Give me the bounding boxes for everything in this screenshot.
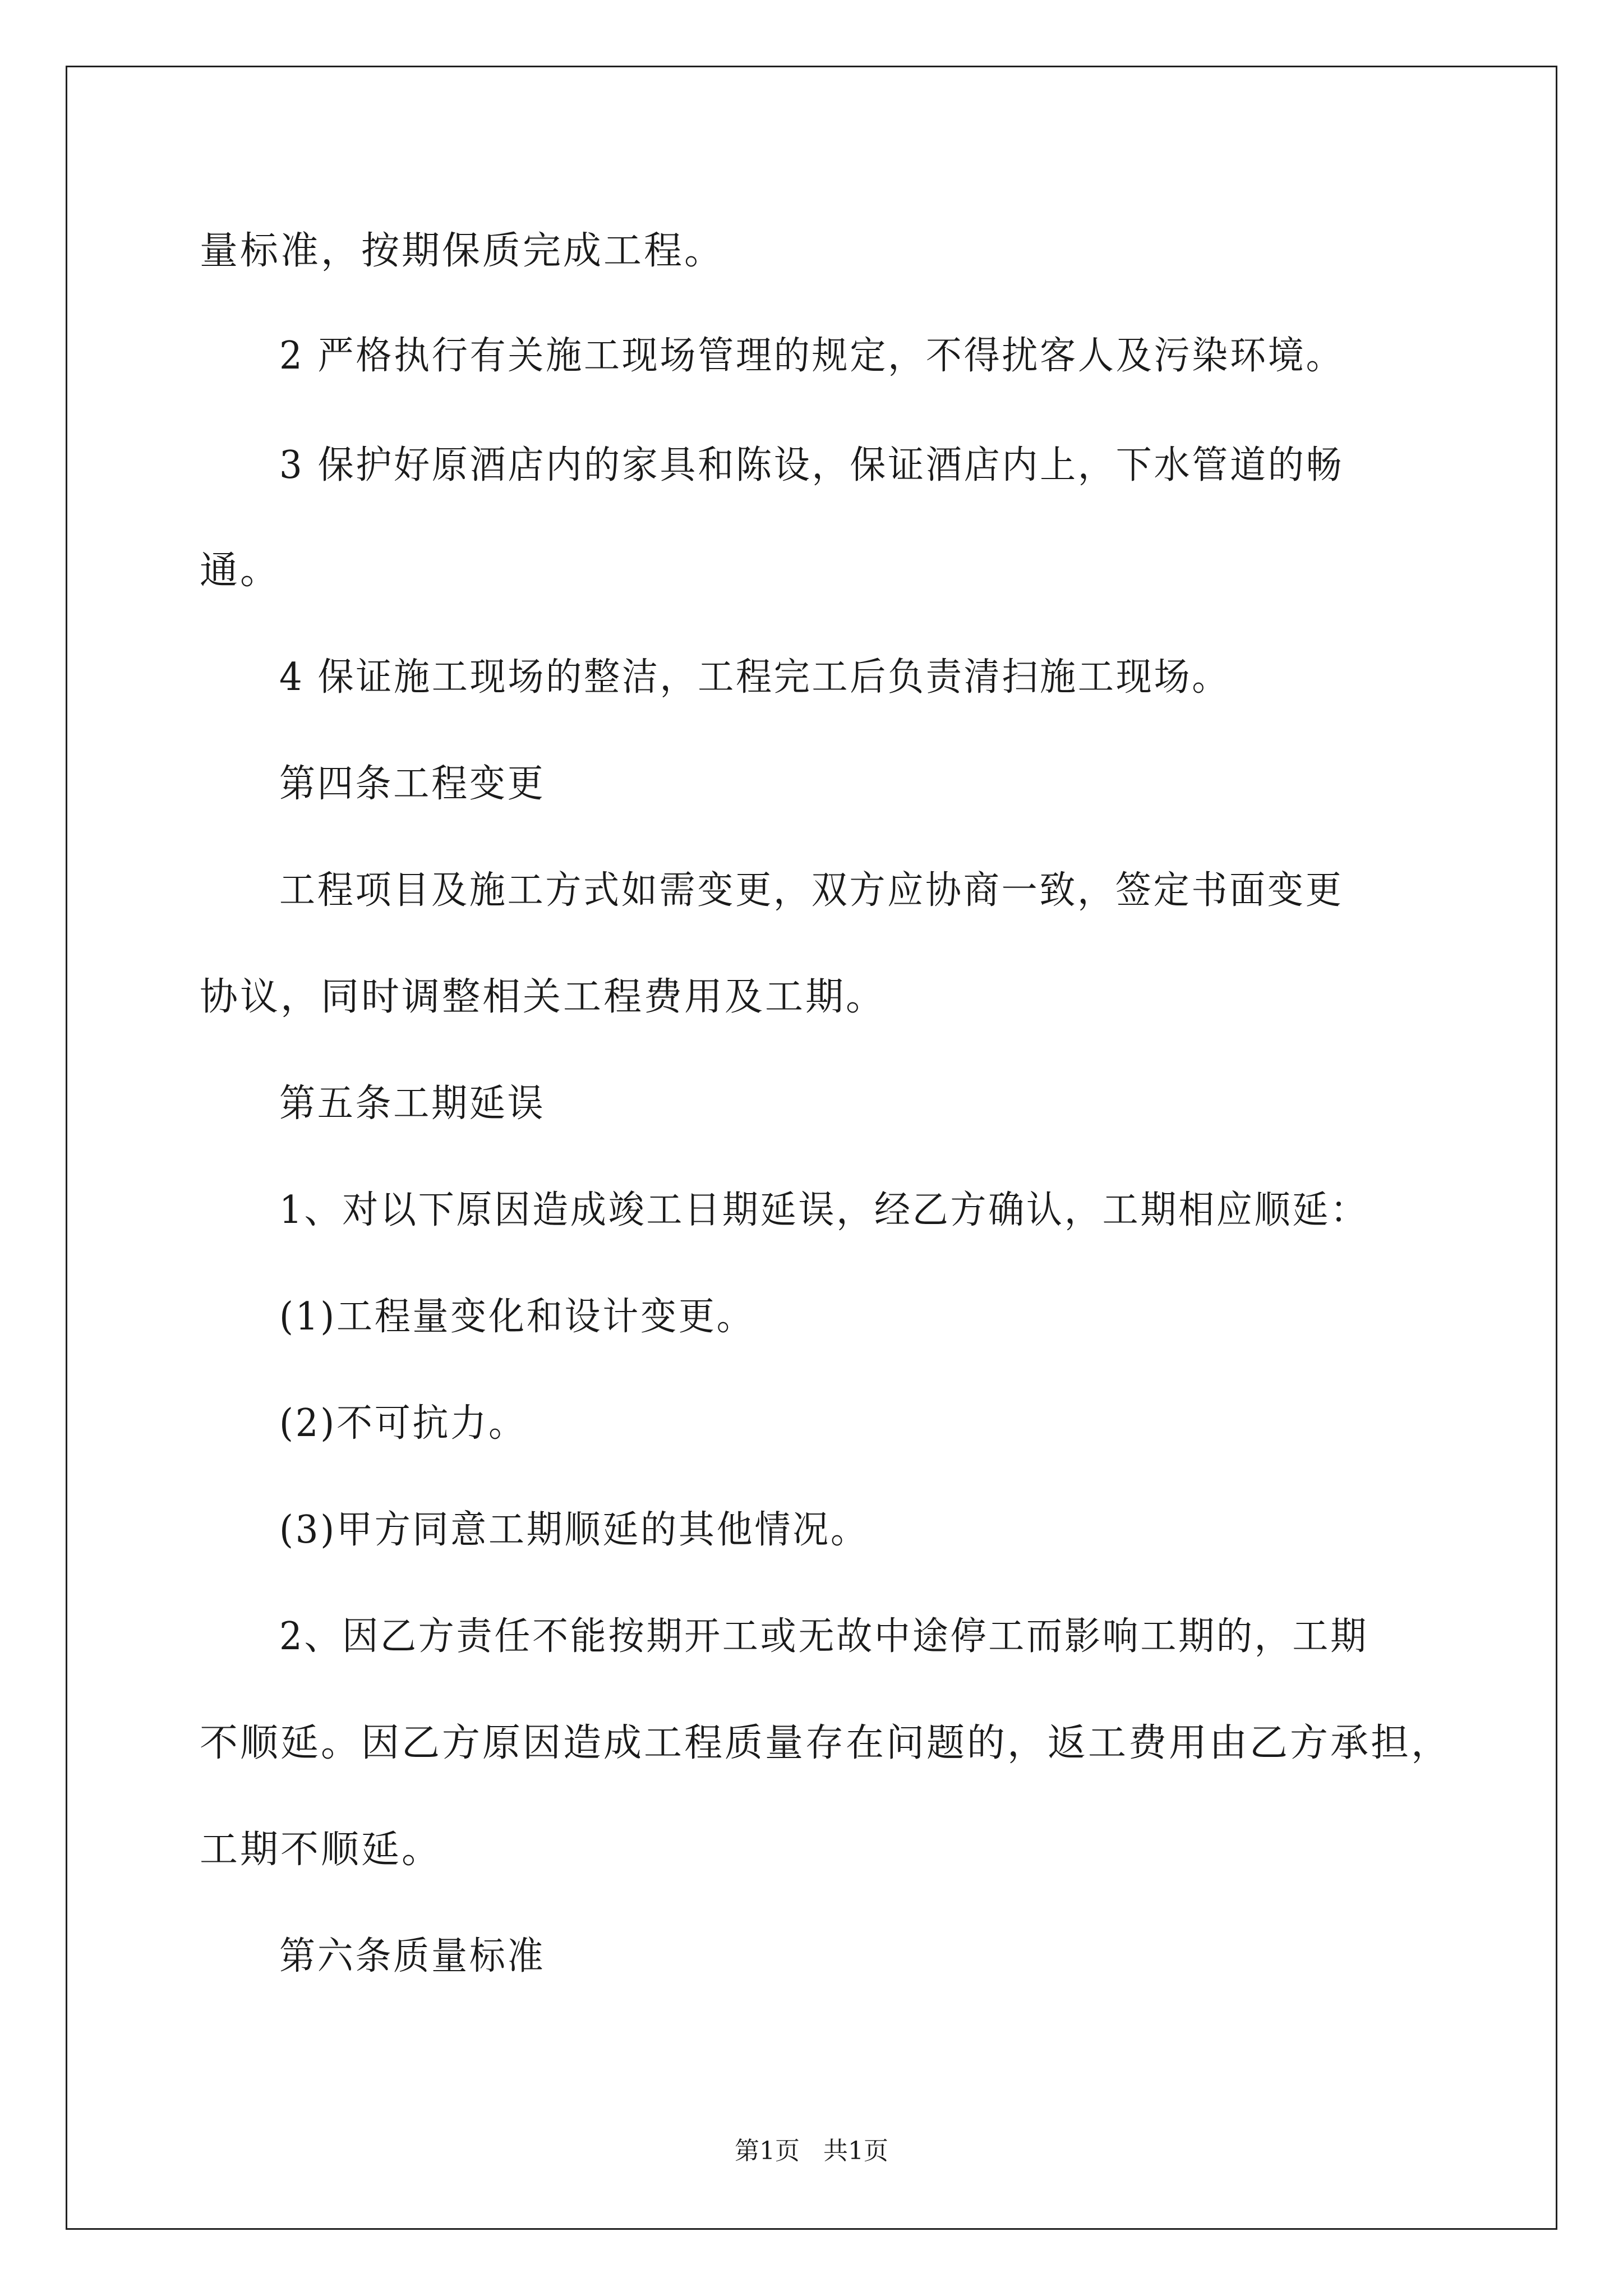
section-heading: 第五条工期延误 <box>279 1082 546 1126</box>
text-line: (2)不可抗力。 <box>279 1401 527 1446</box>
section-heading: 第四条工程变更 <box>279 762 546 806</box>
text-line: (3)甲方同意工期顺延的其他情况。 <box>279 1508 869 1552</box>
text-line: 不顺延。因乙方原因造成工程质量存在问题的，返工费用由乙方承担， <box>200 1721 1452 1765</box>
text-line: 通。 <box>200 549 281 593</box>
text-line: 2 严格执行有关施工现场管理的规定，不得扰客人及污染环境。 <box>279 334 1344 378</box>
text-line: (1)工程量变化和设计变更。 <box>279 1295 755 1339</box>
text-line: 1、对以下原因造成竣工日期延误，经乙方确认，工期相应顺延： <box>279 1188 1368 1232</box>
section-heading: 第六条质量标准 <box>279 1934 546 1978</box>
text-line: 2、因乙方责任不能按期开工或无故中途停工而影响工期的，工期 <box>279 1614 1368 1659</box>
text-line: 量标准，按期保质完成工程。 <box>200 229 725 273</box>
text-line: 工程项目及施工方式如需变更，双方应协商一致，签定书面变更 <box>279 868 1344 913</box>
page-footer: 第1页 共1页 <box>735 2137 888 2165</box>
text-line: 4 保证施工现场的整洁，工程完工后负责清扫施工现场。 <box>279 655 1230 700</box>
text-line: 工期不顺延。 <box>200 1828 442 1872</box>
text-line: 协议，同时调整相关工程费用及工期。 <box>200 975 887 1019</box>
text-line: 3 保护好原酒店内的家具和陈设，保证酒店内上，下水管道的畅 <box>279 443 1344 487</box>
page-border <box>66 66 1557 2230</box>
